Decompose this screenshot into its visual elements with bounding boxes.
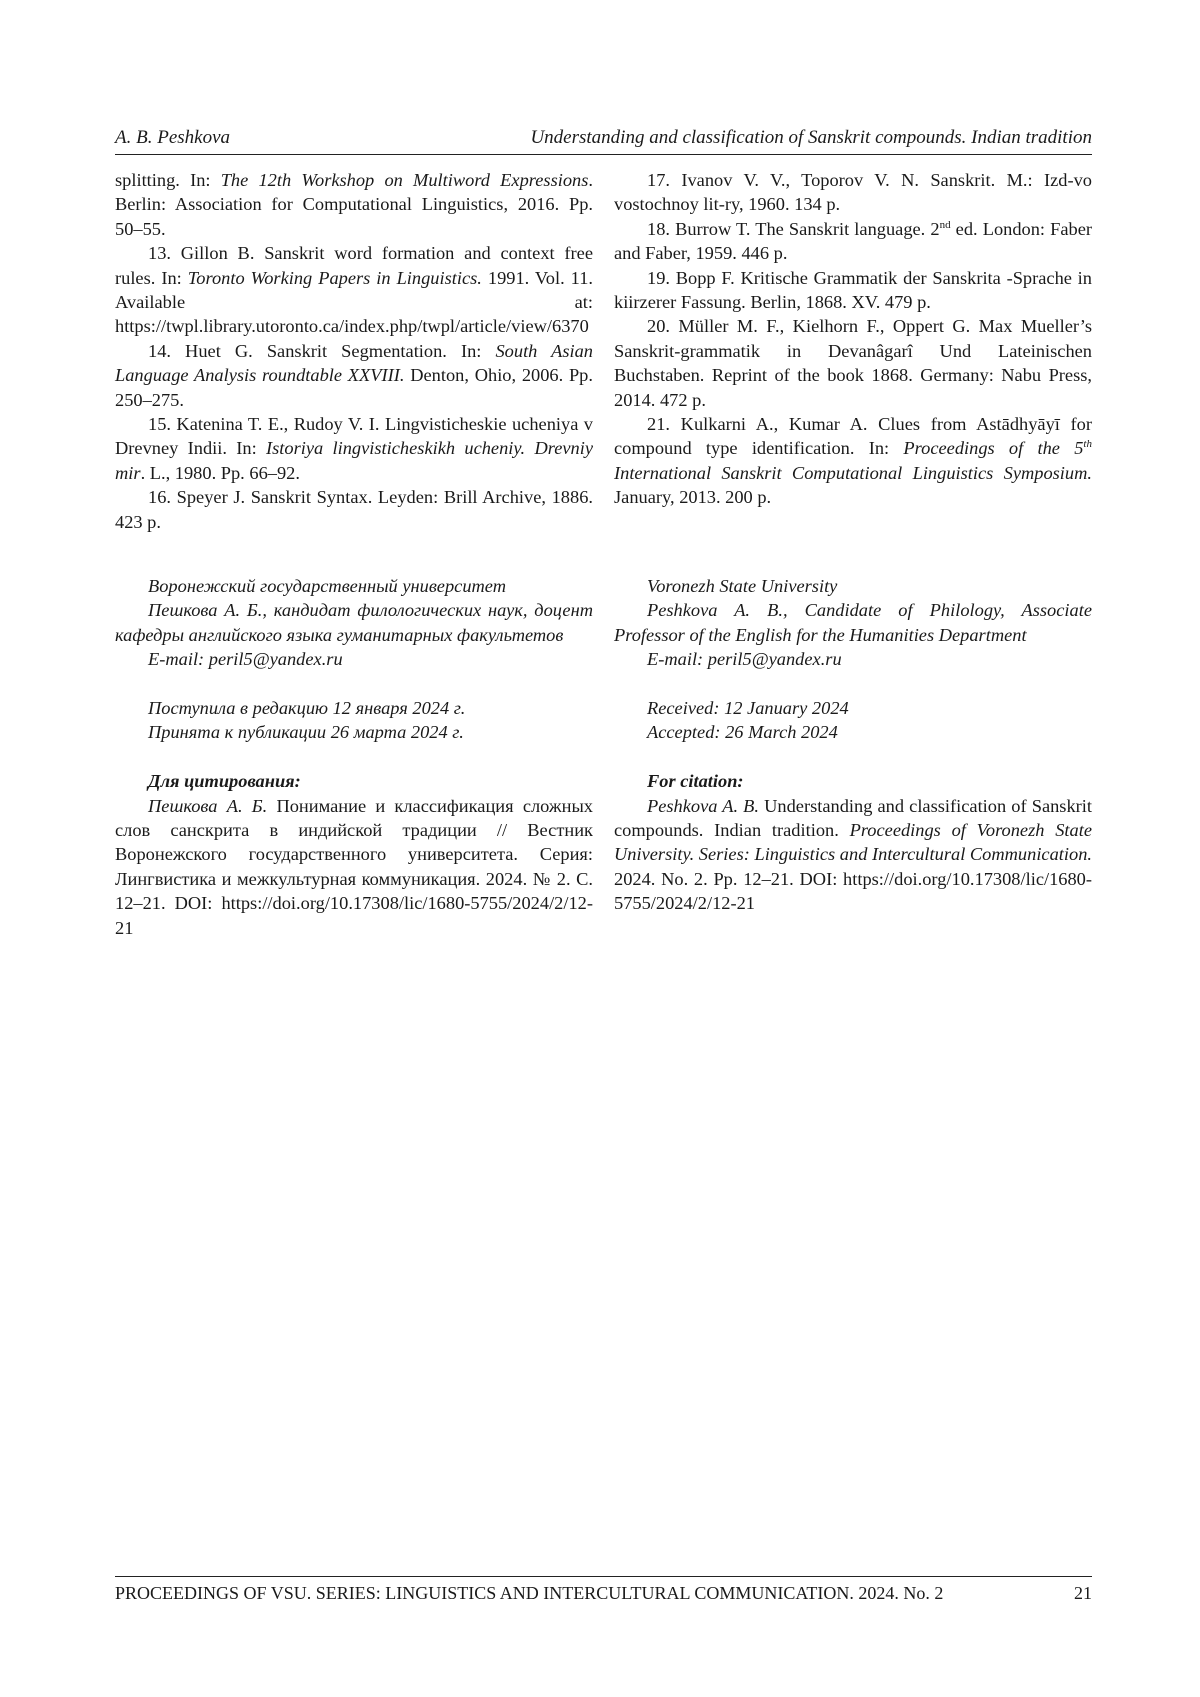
ref-text: 21. Kulkarni A., Kumar A. Clues from Astādhyāyī for compound type identification. In: — [614, 414, 1092, 458]
references-right-column — [614, 168, 1092, 510]
ref-text: 15. Katenina T. E., Rudoy V. I. Lingvisticheskie ucheniya v Drevney Indii. In: — [115, 414, 593, 458]
page-number: 21 — [1074, 1581, 1092, 1605]
spacer — [614, 745, 1092, 769]
citation-body: 2024. No. 2. Pp. 12–21. DOI: https://doi.org/10.17308/lic/1680-5755/2024/2/12-21 — [614, 869, 1092, 913]
ref-superscript: th — [1083, 438, 1092, 450]
ref-text: 13. Gillon B. Sanskrit word formation and context free rules. In: — [115, 243, 593, 287]
author-email: E-mail: peril5@yandex.ru — [115, 647, 593, 671]
accepted-date: Accepted: 26 March 2024 — [614, 720, 1092, 744]
reference-16: 16. Speyer J. Sanskrit Syntax. Leyden: Brill Archive, 1886. 423 p. — [115, 485, 593, 534]
running-header — [115, 123, 1092, 155]
accepted-date: Принята к публикации 26 марта 2024 г. — [115, 720, 593, 744]
citation-heading: Для цитирования: — [115, 769, 593, 793]
university-name: Voronezh State University — [614, 574, 1092, 598]
citation-body: Understanding and classification of Sanskrit compounds. Indian tradition. — [614, 796, 1092, 840]
ref-text: splitting. In: — [115, 170, 221, 190]
affiliation-russian — [115, 574, 593, 940]
reference-15 — [115, 412, 593, 485]
citation-text — [614, 794, 1092, 916]
citation-author: Peshkova A. B. — [647, 796, 759, 816]
reference-21 — [614, 412, 1092, 510]
ref-superscript: nd — [940, 219, 951, 231]
ref-text: . L., 1980. Pp. 66–92. — [141, 463, 300, 483]
reference-17: 17. Ivanov V. V., Toporov V. N. Sanskrit. M.: Izd-vo vostochnoy lit-ry, 1960. 134 p. — [614, 168, 1092, 217]
spacer — [614, 672, 1092, 696]
affiliation-english — [614, 574, 1092, 916]
spacer — [115, 672, 593, 696]
ref-source-title: The 12th Workshop on Multiword Expressions — [221, 170, 589, 190]
ref-source-title: International Sanskrit Computational Linguistics Symposium. — [614, 463, 1092, 483]
ref-source-title: Istoriya lingvisticheskikh ucheniy. Drevniy mir — [115, 438, 593, 482]
ref-text: ed. London: Faber and Faber, 1959. 446 p. — [614, 219, 1092, 263]
ref-text: 14. Huet G. Sanskrit Segmentation. In: — [148, 341, 495, 361]
citation-heading: For citation: — [614, 769, 1092, 793]
received-date: Received: 12 January 2024 — [614, 696, 1092, 720]
ref-text: 1991. Vol. 11. Available at: https://twpl.library.utoronto.ca/index.php/twpl/article/view/6370 — [115, 268, 593, 337]
reference-19: 19. Bopp F. Kritische Grammatik der Sanskrita -Sprache in kiirzerer Fassung. Berlin, 1868. XV. 479 p. — [614, 266, 1092, 315]
reference-20: 20. Müller M. F., Kielhorn F., Oppert G. Max Mueller’s Sanskrit-grammatik in Devanâgarî Und Lateinischen Buchstaben. Reprint of the book 1868. Germany: Nabu Press, 2014. 472 p. — [614, 314, 1092, 412]
header-article-title: Understanding and classification of Sanskrit compounds. Indian tradition — [530, 125, 1092, 151]
reference-12-continued — [115, 168, 593, 241]
author-credentials: Пешкова А. Б., кандидат филологических наук, доцент кафедры английского языка гуманитарных факультетов — [115, 598, 593, 647]
references-left-column — [115, 168, 593, 534]
ref-text: January, 2013. 200 p. — [614, 487, 771, 507]
ref-text: . Berlin: Association for Computational Linguistics, 2016. Pp. 50–55. — [115, 170, 593, 239]
citation-author: Пешкова А. Б. — [148, 796, 267, 816]
spacer — [115, 745, 593, 769]
citation-journal: Proceedings of Voronezh State University. Series: Linguistics and Intercultural Communication. — [614, 820, 1092, 864]
author-credentials: Peshkova A. B., Candidate of Philology, Associate Professor of the English for the Humanities Department — [614, 598, 1092, 647]
citation-text — [115, 794, 593, 940]
running-footer — [115, 1576, 1092, 1581]
ref-source-title: South Asian Language Analysis roundtable XXVIII. — [115, 341, 593, 385]
reference-18 — [614, 217, 1092, 266]
ref-source-title: Toronto Working Papers in Linguistics. — [188, 268, 482, 288]
header-author: A. B. Peshkova — [115, 125, 230, 151]
received-date: Поступила в редакцию 12 января 2024 г. — [115, 696, 593, 720]
citation-body: Понимание и классификация сложных слов санскрита в индийской традиции // Вестник Воронежского государственного университета. Серия: Лингвистика и межкультурная коммуникация. 2024. № 2. С. 12–21. DOI: https://doi.org/10.17308/lic/1680-5755/2024/2/12-21 — [115, 796, 593, 938]
author-email: E-mail: peril5@yandex.ru — [614, 647, 1092, 671]
ref-text: Denton, Ohio, 2006. Pp. 250–275. — [115, 365, 593, 409]
reference-13 — [115, 241, 593, 339]
reference-14 — [115, 339, 593, 412]
ref-source-title: Proceedings of the 5 — [903, 438, 1083, 458]
university-name: Воронежский государственный университет — [115, 574, 593, 598]
ref-text: 18. Burrow T. The Sanskrit language. 2 — [647, 219, 940, 239]
footer-journal-name: PROCEEDINGS OF VSU. SERIES: LINGUISTICS AND INTERCULTURAL COMMUNICATION. 2024. No. 2 — [115, 1581, 943, 1605]
